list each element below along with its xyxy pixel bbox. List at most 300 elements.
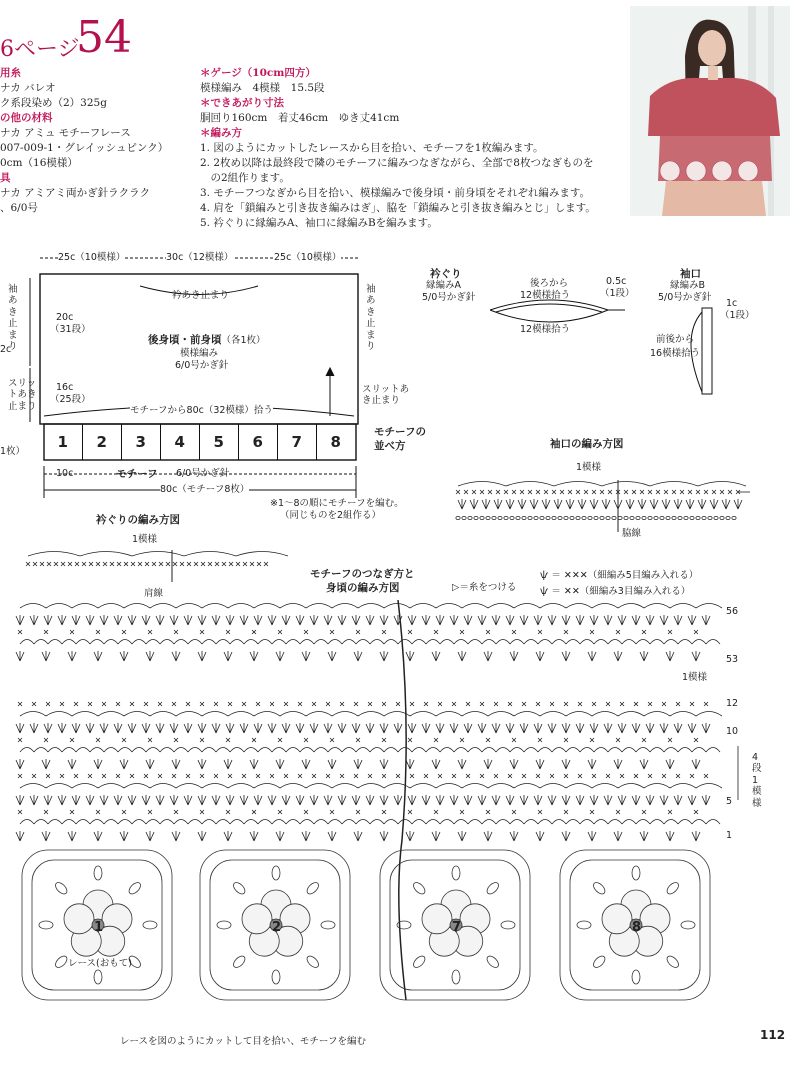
- single-crochet: [148, 810, 152, 814]
- single-crochet: [564, 630, 568, 634]
- chain-arc: [440, 820, 454, 825]
- motif-petal-stitch: [272, 970, 280, 984]
- chain-arc: [150, 712, 176, 717]
- single-crochet: [166, 562, 170, 566]
- chain-arc: [314, 820, 328, 825]
- arrangement-label: モチーフの並べ方: [374, 426, 426, 452]
- single-crochet: [512, 738, 516, 742]
- fan-stitch: [16, 651, 24, 661]
- chain-arc: [146, 748, 160, 753]
- fan-stitch: [224, 651, 232, 661]
- chain-arc: [236, 552, 288, 557]
- fan-stitch: [296, 795, 304, 805]
- material-line: 007-009-1・グレイッシュピンク）: [0, 142, 169, 154]
- single-crochet: [466, 702, 470, 706]
- chain-arc: [258, 748, 272, 753]
- stitch-row: [16, 831, 700, 841]
- fan-stitch: [548, 723, 556, 733]
- single-crochet: [592, 702, 596, 706]
- material-line: ナカ アミアミ両かぎ針ラクラク: [0, 187, 151, 199]
- single-crochet: [356, 630, 360, 634]
- chain-arc: [650, 820, 664, 825]
- chain-stitch: [594, 516, 598, 519]
- fan-stitch: [114, 723, 122, 733]
- chain-arc: [48, 748, 62, 753]
- fan-stitch: [422, 615, 430, 625]
- neckline-from-back: 後ろから: [530, 278, 569, 289]
- fan-stitch: [58, 723, 66, 733]
- fan-stitch: [660, 615, 668, 625]
- single-crochet: [504, 490, 508, 494]
- row-label-5: 5: [726, 796, 733, 807]
- chain-arc: [566, 640, 580, 645]
- material-line: 用糸: [0, 67, 21, 79]
- fan-stitch: [198, 615, 206, 625]
- single-crochet: [560, 490, 564, 494]
- motif-number-label: 1: [94, 920, 104, 935]
- motif-petal-stitch: [665, 954, 681, 970]
- stitch-row: [18, 738, 698, 742]
- chain-stitch: [678, 516, 682, 519]
- fan-stitch: [562, 651, 570, 661]
- single-crochet: [480, 490, 484, 494]
- single-crochet: [590, 630, 594, 634]
- chain-arc: [436, 604, 462, 609]
- fan-stitch: [212, 795, 220, 805]
- fan-stitch: [296, 615, 304, 625]
- single-crochet: [648, 490, 652, 494]
- chain-stitch: [606, 516, 610, 519]
- chain-arc: [328, 820, 342, 825]
- single-crochet: [130, 702, 134, 706]
- single-crochet: [340, 702, 344, 706]
- single-crochet: [44, 630, 48, 634]
- fan-stitch: [578, 499, 586, 509]
- single-crochet: [201, 562, 205, 566]
- fan-stitch: [534, 723, 542, 733]
- chain-arc: [636, 820, 650, 825]
- chain-arc: [258, 640, 272, 645]
- motif-petal-stitch: [94, 970, 102, 984]
- single-crochet: [18, 630, 22, 634]
- motif-width: 10c: [56, 468, 74, 479]
- fan-stitch: [566, 499, 574, 509]
- fan-stitch: [198, 723, 206, 733]
- single-crochet: [32, 774, 36, 778]
- fan-stitch: [432, 651, 440, 661]
- chain-arc: [706, 820, 720, 825]
- chain-arc: [436, 784, 462, 789]
- single-crochet: [298, 774, 302, 778]
- chain-arc: [622, 748, 636, 753]
- single-crochet: [668, 738, 672, 742]
- fan-stitch: [510, 759, 518, 769]
- main-stitch-chart: [10, 600, 762, 1060]
- fan-stitch: [276, 759, 284, 769]
- single-crochet: [382, 810, 386, 814]
- single-crochet: [61, 562, 65, 566]
- left-cut-2: 1枚）: [0, 446, 26, 457]
- single-crochet: [620, 774, 624, 778]
- motif-petal-stitch: [411, 954, 427, 970]
- single-crochet: [662, 774, 666, 778]
- fan-stitch: [268, 723, 276, 733]
- height-lower: 16c: [56, 382, 74, 393]
- chain-arc: [216, 748, 230, 753]
- chain-arc: [286, 640, 300, 645]
- single-crochet: [122, 630, 126, 634]
- chain-arc: [104, 640, 118, 645]
- chain-stitch: [534, 516, 538, 519]
- chain-arc: [62, 640, 76, 645]
- chain-arc: [230, 640, 244, 645]
- material-line: ナカ アミュ モチーフレース: [0, 127, 131, 139]
- single-crochet: [616, 630, 620, 634]
- fan-stitch: [618, 795, 626, 805]
- single-crochet: [122, 738, 126, 742]
- chain-arc: [146, 820, 160, 825]
- chain-arc: [20, 640, 34, 645]
- fan-stitch: [94, 759, 102, 769]
- single-crochet: [242, 702, 246, 706]
- chain-arc: [300, 640, 314, 645]
- chain-arc: [358, 712, 384, 717]
- fan-stitch: [464, 723, 472, 733]
- single-crochet: [312, 702, 316, 706]
- fan-stitch: [380, 831, 388, 841]
- chain-arc: [76, 820, 90, 825]
- fan-stitch: [692, 651, 700, 661]
- chain-arc: [670, 604, 696, 609]
- chain-arc: [332, 784, 358, 789]
- fan-stitch: [212, 615, 220, 625]
- single-crochet: [508, 702, 512, 706]
- single-crochet: [330, 630, 334, 634]
- chain-arc: [124, 604, 150, 609]
- fan-stitch: [240, 615, 248, 625]
- main-chart-title-2: 身頃の編み方図: [326, 582, 400, 594]
- fan-stitch: [640, 831, 648, 841]
- fan-stitch: [128, 723, 136, 733]
- chain-arc: [566, 712, 592, 717]
- single-crochet: [408, 810, 412, 814]
- single-crochet: [676, 702, 680, 706]
- fan-stitch: [478, 795, 486, 805]
- rows-upper: （31段）: [50, 324, 91, 335]
- chain-arc: [280, 604, 306, 609]
- fan-stitch: [484, 759, 492, 769]
- fan-stitch: [276, 651, 284, 661]
- fan-stitch: [702, 795, 710, 805]
- chain-arc: [566, 784, 592, 789]
- fan-stitch: [250, 759, 258, 769]
- dim-right: 25c（10模様）: [274, 252, 342, 263]
- single-crochet: [466, 774, 470, 778]
- chain-arc: [72, 712, 98, 717]
- motif-hook: 6/0号かぎ針: [176, 468, 230, 479]
- pickup-label: モチーフから80c（32模様）拾う: [130, 405, 273, 416]
- single-crochet: [720, 490, 724, 494]
- single-crochet: [144, 702, 148, 706]
- row-label-56: 56: [726, 606, 739, 617]
- chain-arc: [566, 748, 580, 753]
- chain-arc: [706, 748, 720, 753]
- single-crochet: [480, 774, 484, 778]
- fan-stitch: [542, 499, 550, 509]
- chain-arc: [244, 820, 258, 825]
- chain-arc: [540, 712, 566, 717]
- chain-arc: [384, 604, 410, 609]
- fan-stitch: [734, 499, 742, 509]
- row-label-1: 1: [726, 830, 733, 841]
- fan-stitch: [478, 615, 486, 625]
- single-crochet: [616, 738, 620, 742]
- chain-stitch: [582, 516, 586, 519]
- chain-stitch: [660, 516, 664, 519]
- fan-stitch: [366, 795, 374, 805]
- fan-stitch: [458, 499, 466, 509]
- chain-arc: [62, 820, 76, 825]
- fan-stitch: [42, 831, 50, 841]
- chain-arc: [496, 640, 510, 645]
- chain-arc: [332, 712, 358, 717]
- chain-arc: [174, 820, 188, 825]
- single-crochet: [672, 490, 676, 494]
- single-crochet: [592, 774, 596, 778]
- motif-petal-stitch: [485, 880, 501, 896]
- single-crochet: [606, 774, 610, 778]
- center-divider: [398, 600, 406, 1000]
- motif-petal-stitch: [452, 970, 460, 984]
- chain-arc: [488, 712, 514, 717]
- instruction-line: 3. モチーフつなぎから目を拾い、模様編みで後身頃・前身頃をそれぞれ編みます。: [200, 187, 590, 199]
- chain-arc: [510, 748, 524, 753]
- motif-cell: 7: [278, 424, 317, 460]
- chain-arc: [46, 712, 72, 717]
- chain-arc: [356, 640, 370, 645]
- single-crochet: [568, 490, 572, 494]
- cuff-title: 袖口: [680, 268, 701, 280]
- chain-arc: [580, 640, 594, 645]
- chain-arc: [72, 784, 98, 789]
- single-crochet: [200, 738, 204, 742]
- fan-stitch: [42, 651, 50, 661]
- stitch-row: [20, 784, 722, 789]
- single-crochet: [252, 738, 256, 742]
- fan-stitch: [94, 651, 102, 661]
- fan-stitch: [510, 831, 518, 841]
- fan-stitch: [422, 795, 430, 805]
- chain-arc: [300, 748, 314, 753]
- single-crochet: [252, 630, 256, 634]
- single-crochet: [512, 630, 516, 634]
- motif-number-label: 2: [272, 920, 282, 935]
- chain-arc: [216, 820, 230, 825]
- fan-stitch: [470, 499, 478, 509]
- motif-petal-stitch: [485, 954, 501, 970]
- single-crochet: [122, 810, 126, 814]
- single-crochet: [148, 738, 152, 742]
- slit-left: スリットあき止まり: [8, 378, 37, 412]
- fan-stitch: [632, 723, 640, 733]
- motif-petal-stitch: [632, 866, 640, 880]
- single-crochet: [174, 738, 178, 742]
- fan-stitch: [380, 759, 388, 769]
- fan-stitch: [458, 759, 466, 769]
- chain-arc: [48, 640, 62, 645]
- row-label-12: 12: [726, 698, 739, 709]
- dim-left: 25c（10模様）: [58, 252, 126, 263]
- single-crochet: [648, 702, 652, 706]
- single-crochet: [704, 702, 708, 706]
- fan-stitch: [142, 615, 150, 625]
- neckline-title: 衿ぐり: [430, 268, 462, 280]
- chain-arc: [524, 820, 538, 825]
- fan-stitch: [536, 831, 544, 841]
- single-crochet: [590, 810, 594, 814]
- single-crochet: [152, 562, 156, 566]
- fan-stitch: [380, 795, 388, 805]
- single-crochet: [330, 738, 334, 742]
- chain-arc: [410, 604, 436, 609]
- single-crochet: [512, 490, 516, 494]
- instruction-line: 1. 図のようにカットしたレースから目を拾い、モチーフを1枚編みます。: [200, 142, 544, 154]
- single-crochet: [438, 702, 442, 706]
- chain-arc: [90, 748, 104, 753]
- fan-stitch: [492, 615, 500, 625]
- chain-arc: [398, 820, 412, 825]
- chain-stitch: [732, 516, 736, 519]
- cuff-stitch-symbols: [450, 456, 770, 546]
- single-crochet: [284, 774, 288, 778]
- chain-arc: [188, 640, 202, 645]
- chain-arc: [20, 712, 46, 717]
- stitch-row: [16, 759, 700, 769]
- stitch-row: [18, 702, 708, 706]
- fan-stitch: [640, 759, 648, 769]
- stitch-row: [16, 723, 710, 733]
- chain-arc: [462, 784, 488, 789]
- chain-arc: [34, 820, 48, 825]
- single-crochet: [144, 774, 148, 778]
- chain-stitch: [630, 516, 634, 519]
- cuff-stitch-chart: [450, 436, 770, 546]
- chain-arc: [118, 640, 132, 645]
- fan-stitch: [436, 795, 444, 805]
- materials-list: [0, 66, 195, 216]
- chain-arc: [580, 820, 594, 825]
- chain-arc: [258, 820, 272, 825]
- attach-yarn-legend: ▷＝糸をつける: [452, 582, 517, 593]
- single-crochet: [538, 810, 542, 814]
- chain-arc: [244, 640, 258, 645]
- motif-cell: 3: [122, 424, 161, 460]
- single-crochet: [270, 774, 274, 778]
- chain-arc: [228, 604, 254, 609]
- fan-stitch: [352, 615, 360, 625]
- fan-stitch: [302, 651, 310, 661]
- chain-arc: [592, 784, 618, 789]
- fan-stitch: [520, 615, 528, 625]
- chain-arc: [370, 748, 384, 753]
- chain-arc: [696, 604, 722, 609]
- single-crochet: [215, 562, 219, 566]
- motif-petal-stitch: [577, 921, 591, 929]
- chain-arc: [72, 604, 98, 609]
- chain-arc: [592, 604, 618, 609]
- chain-arc: [124, 712, 150, 717]
- fan-stitch: [44, 795, 52, 805]
- chain-arc: [594, 640, 608, 645]
- height-upper: 20c: [56, 312, 74, 323]
- chain-stitch: [510, 516, 514, 519]
- fan-stitch: [240, 723, 248, 733]
- fan-stitch: [250, 651, 258, 661]
- single-crochet: [214, 702, 218, 706]
- single-crochet: [434, 630, 438, 634]
- chain-stitch: [618, 516, 622, 519]
- fan-stitch: [698, 499, 706, 509]
- chain-arc: [230, 748, 244, 753]
- fan-stitch: [604, 795, 612, 805]
- chain-arc: [370, 820, 384, 825]
- single-crochet: [243, 562, 247, 566]
- chain-arc: [254, 712, 280, 717]
- fan-stitch: [324, 795, 332, 805]
- chain-arc: [412, 748, 426, 753]
- single-crochet: [174, 630, 178, 634]
- fan-stitch: [646, 615, 654, 625]
- neckline-edge: 縁編みA: [426, 280, 461, 291]
- chain-arc: [202, 748, 216, 753]
- single-crochet: [252, 810, 256, 814]
- fan-stitch: [324, 723, 332, 733]
- single-crochet: [200, 702, 204, 706]
- chain-arc: [184, 552, 236, 557]
- single-crochet: [304, 630, 308, 634]
- chain-arc: [358, 604, 384, 609]
- chain-arc: [496, 820, 510, 825]
- chain-arc: [230, 820, 244, 825]
- single-crochet: [47, 562, 51, 566]
- fan-stitch: [576, 723, 584, 733]
- model-photo: [630, 6, 790, 216]
- single-crochet: [550, 774, 554, 778]
- chain-arc: [398, 640, 412, 645]
- single-crochet: [68, 562, 72, 566]
- chain-arc: [272, 820, 286, 825]
- chain-arc: [468, 748, 482, 753]
- fan-stitch: [674, 795, 682, 805]
- neck-chart-repeat: 1模様: [132, 534, 158, 545]
- fan-stitch-small-icon: ѱ ＝ ✕✕: [540, 586, 580, 597]
- fan-stitch: [406, 651, 414, 661]
- single-crochet: [642, 630, 646, 634]
- chain-arc: [552, 748, 566, 753]
- single-crochet: [356, 810, 360, 814]
- fan-stitch: [184, 795, 192, 805]
- single-crochet: [620, 702, 624, 706]
- single-crochet: [264, 562, 268, 566]
- fan-stitch: [494, 499, 502, 509]
- chain-arc: [132, 748, 146, 753]
- fan-stitch: [484, 651, 492, 661]
- neckline-width: 0.5c: [606, 276, 627, 287]
- fan-stitch: [226, 795, 234, 805]
- chain-stitch: [474, 516, 478, 519]
- motif-petal-stitch: [143, 921, 157, 929]
- row-label-10: 10: [726, 726, 739, 737]
